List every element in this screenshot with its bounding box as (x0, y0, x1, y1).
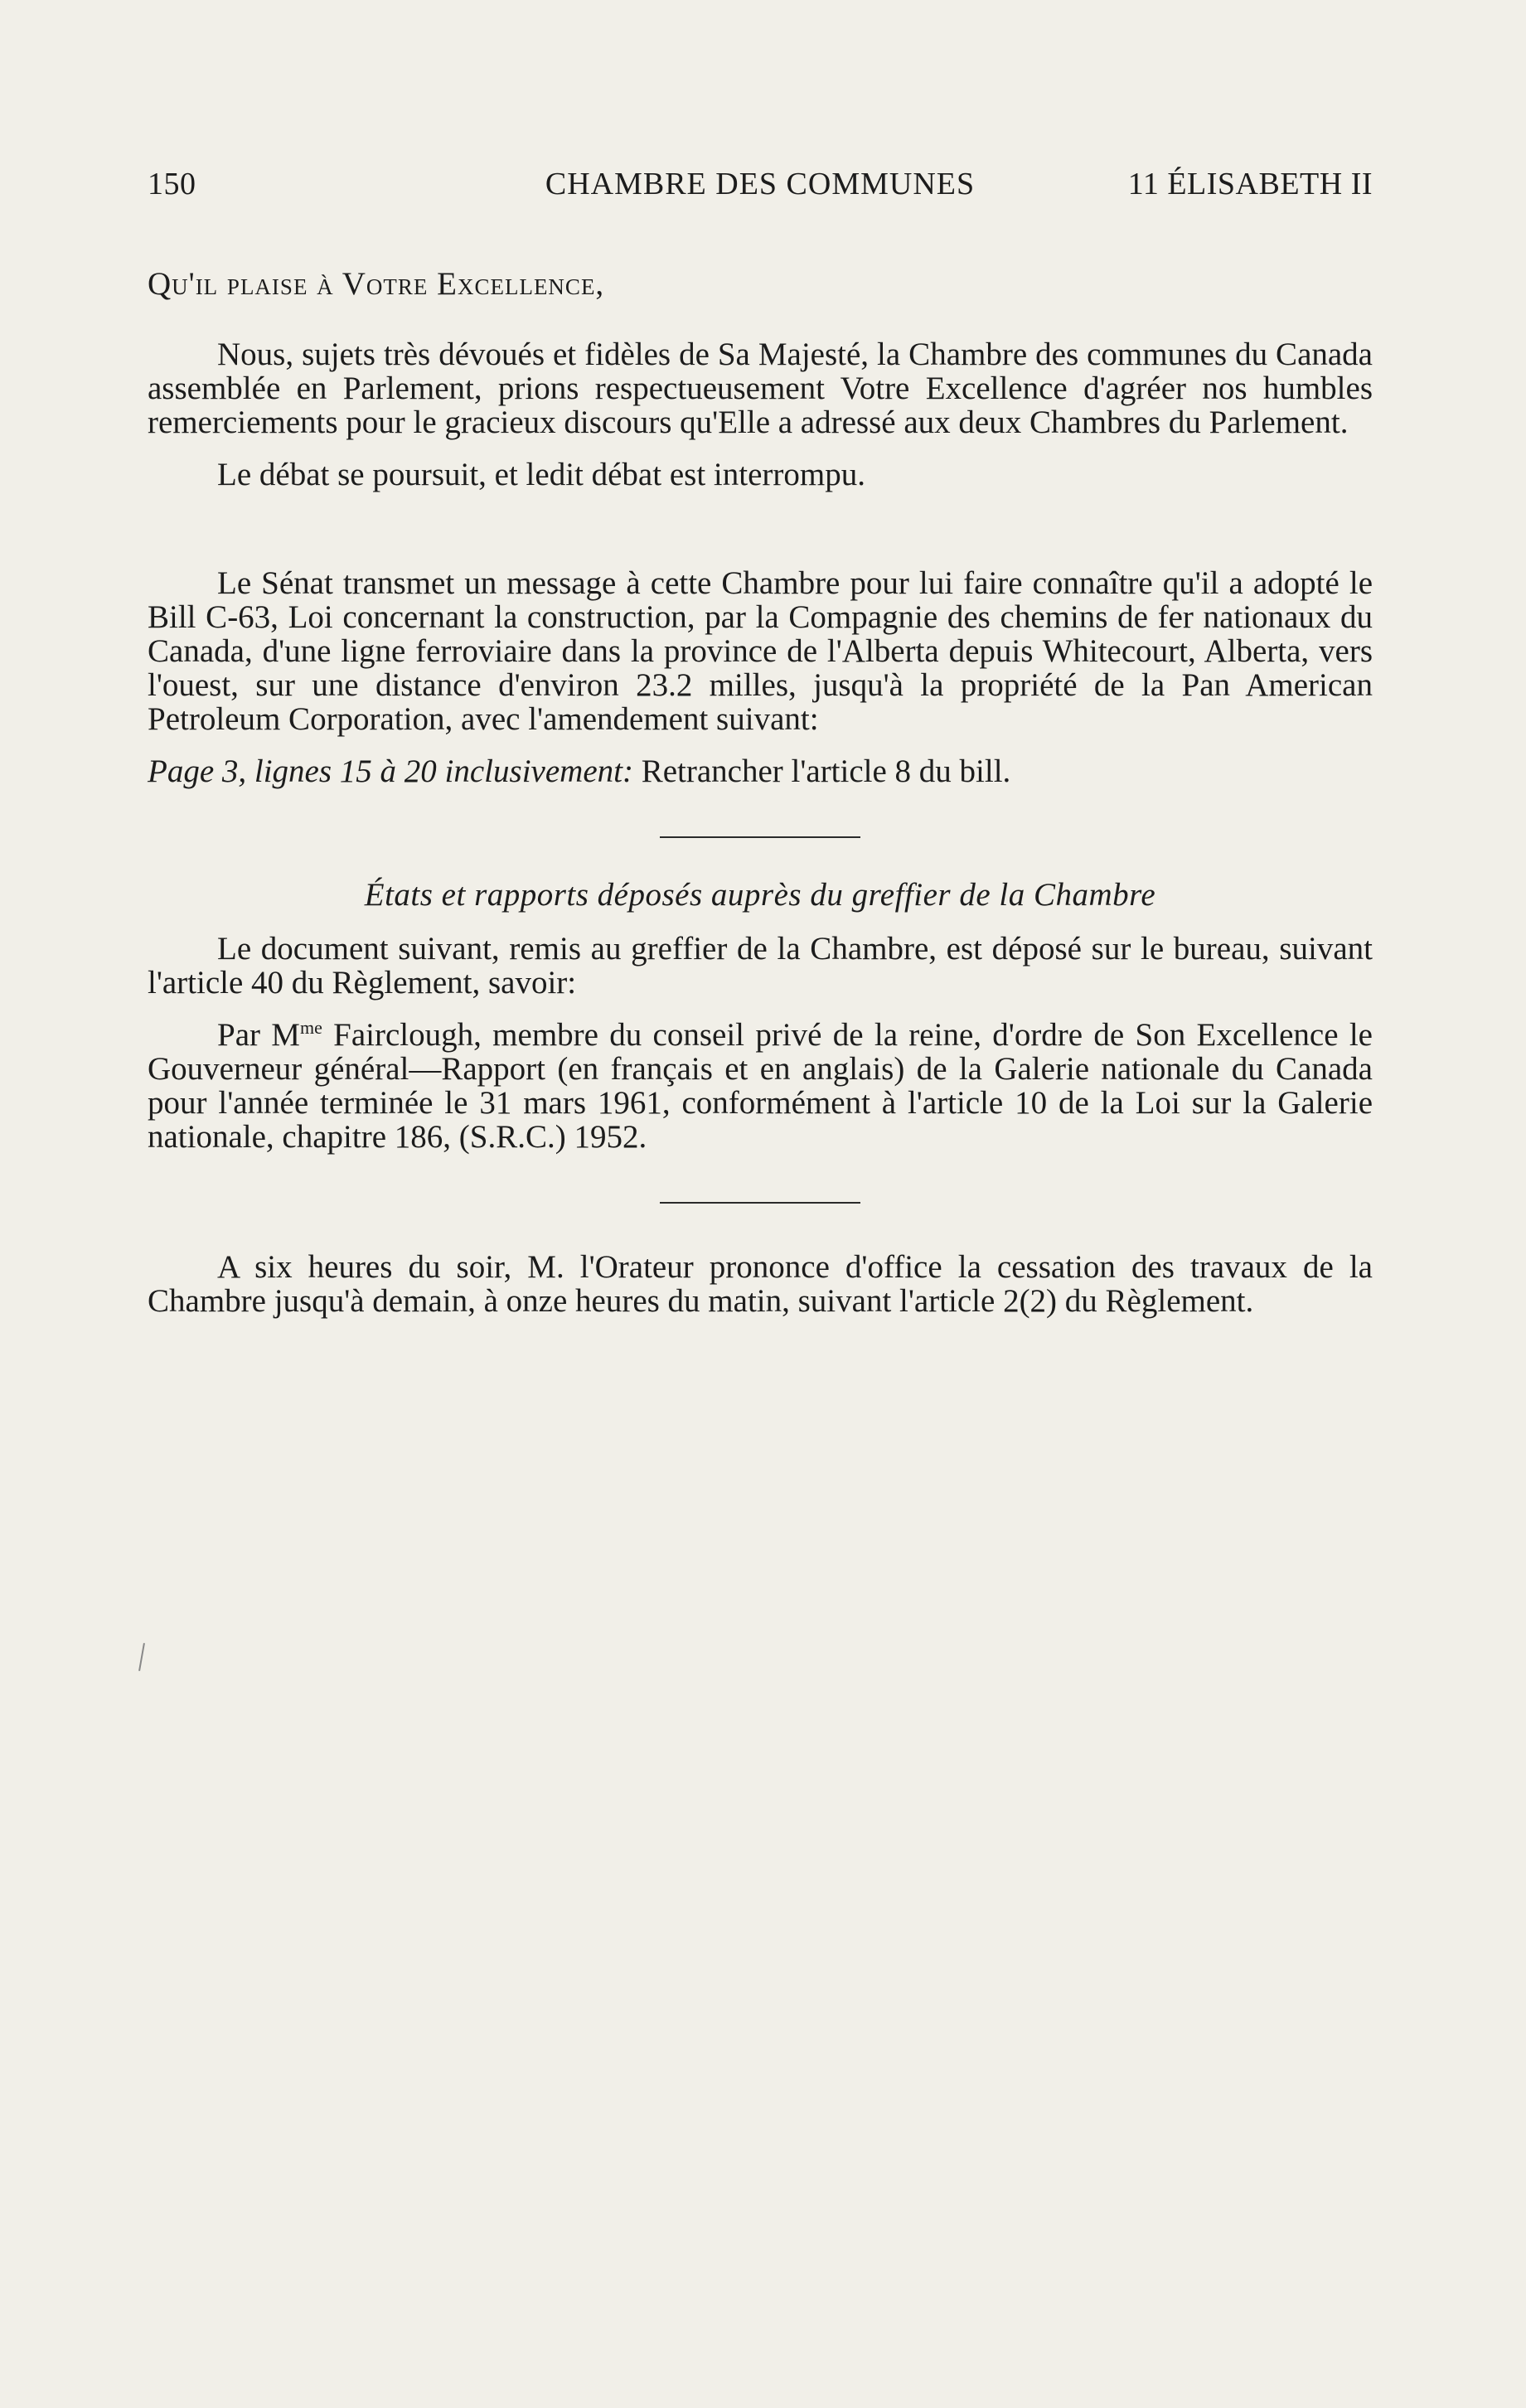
debate-paragraph: Le débat se poursuit, et ledit débat est interrompu. (217, 457, 865, 492)
report-text: Fairclough, membre du conseil privé de la reine, d'ordre de Son Excellence le Gouverneur général—Rapport (en français et en anglais) de la Galerie nationale du Canada pour l'année terminée le 31 mars 1961, conformément à l'article 10 de la Loi sur la Galerie nationale, chapitre 186, (S.R.C.) 1952. (148, 1017, 1373, 1155)
journal-page (148, 166, 1373, 1318)
report-paragraph (148, 1018, 1373, 1154)
running-header (148, 166, 1373, 216)
section-divider (660, 1202, 860, 1204)
section-divider (660, 836, 860, 838)
salutation: Qu'il plaise à Votre Excellence, (148, 266, 605, 302)
amendment-text: Retrancher l'article 8 du bill. (632, 753, 1011, 789)
address-paragraph: Nous, sujets très dévoués et fidèles de Sa Majesté, la Chambre des communes du Canada assemblée en Parlement, prions respectueusement Votre Excellence d'agréer nos humbles remerciements pour le gracieux discours qu'Elle a adressé aux deux Chambres du Parlement. (148, 337, 1373, 440)
amendment-reference: Page 3, lignes 15 à 20 inclusivement: (148, 753, 633, 789)
report-title-superscript: me (299, 1017, 322, 1038)
running-title: CHAMBRE DES COMMUNES (545, 167, 976, 201)
senate-message-paragraph: Le Sénat transmet un message à cette Chambre pour lui faire connaître qu'il a adopté le Bill C-63, Loi concernant la construction, par la Compagnie des chemins de fer nationaux du Canada, d'une ligne ferroviaire dans la province de l'Alberta depuis Whitecourt, Alberta, vers l'ouest, sur une distance d'environ 23.2 milles, jusqu'à la propriété de la Pan American Petroleum Corporation, avec l'amendement suivant: (148, 565, 1373, 737)
section-heading: États et rapports déposés auprès du greffier de la Chambre (364, 877, 1156, 913)
page-number: 150 (148, 167, 196, 201)
report-prefix: Par M (217, 1017, 300, 1053)
amendment-paragraph (148, 754, 1373, 788)
document-intro-paragraph: Le document suivant, remis au greffier de la Chambre, est déposé sur le bureau, suivant l'article 40 du Règlement, savoir: (148, 931, 1373, 1001)
page-blemish (138, 1643, 145, 1671)
adjournment-paragraph: A six heures du soir, M. l'Orateur prononce d'office la cessation des travaux de la Chambre jusqu'à demain, à onze heures du matin, suivant l'article 2(2) du Règlement. (148, 1249, 1373, 1319)
regnal-year: 11 ÉLISABETH II (1127, 167, 1373, 201)
